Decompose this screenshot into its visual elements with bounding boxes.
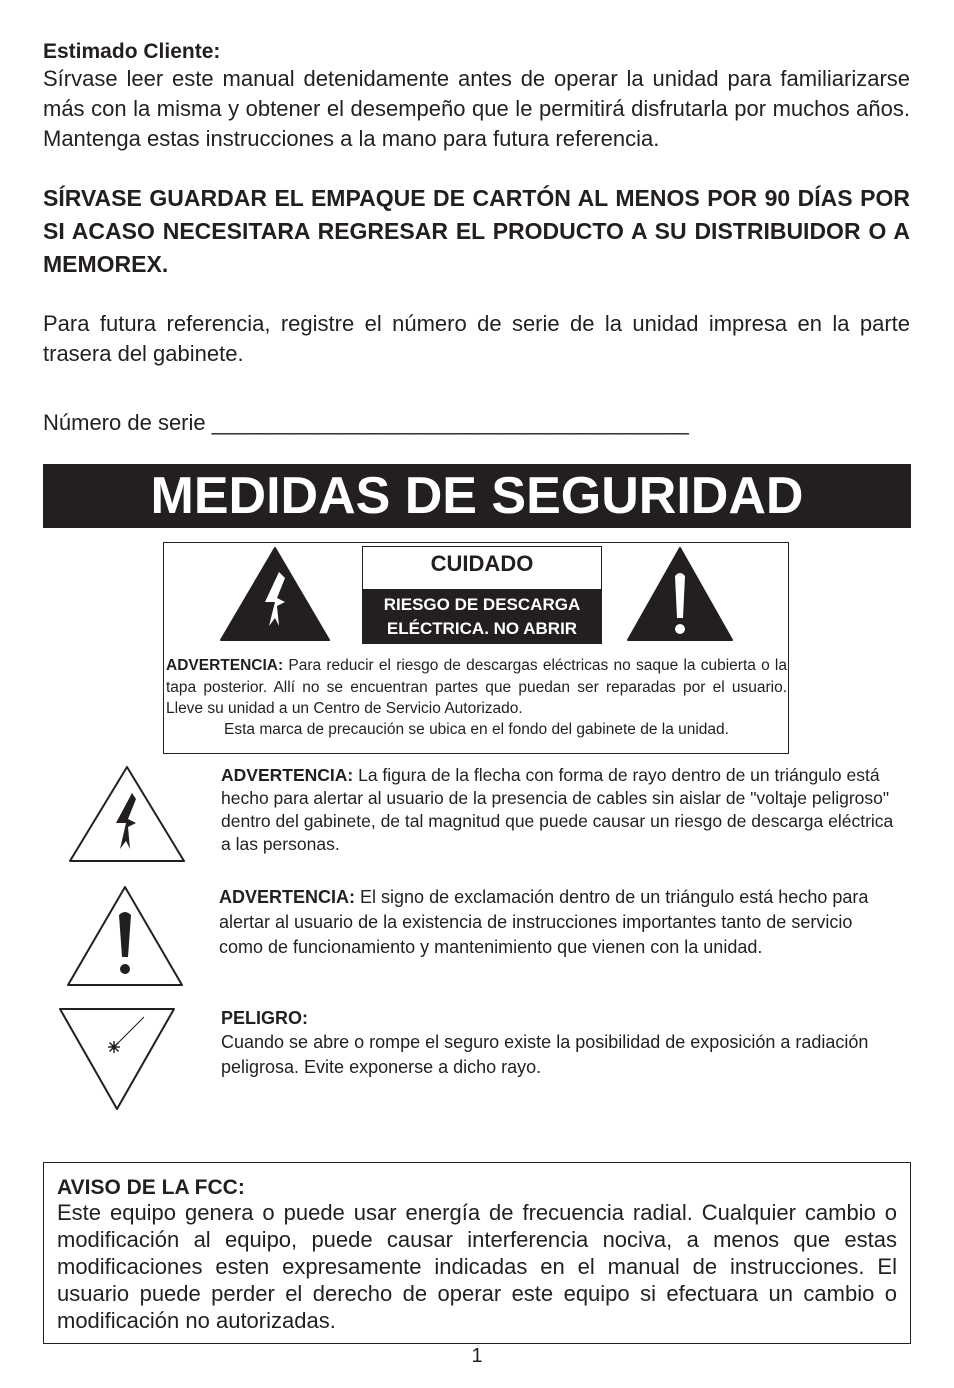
lightning-symbol-icon (68, 765, 186, 863)
lightning-warning-icon (219, 546, 331, 642)
laser-radiation-icon (58, 1007, 176, 1111)
caution-warning-text (166, 655, 787, 720)
intro-paragraph: Sírvase leer este manual detenidamente antes de operar la unidad para familiarizarse más con la misma y obtener el desempeño que le permitirá disfrutarla por muchos años. Mantenga estas instrucciones a la mano para futura referencia. (43, 66, 910, 151)
fcc-notice-title: AVISO DE LA FCC: (57, 1176, 245, 1199)
laser-danger-title: PELIGRO: (221, 1008, 309, 1028)
exclamation-symbol-text (219, 885, 899, 960)
laser-danger-text: Cuando se abre o rompe el seguro existe la posibilidad de exposición a radiación peligrosa. Evite exponerse a dicho rayo. (221, 1032, 869, 1077)
lightning-symbol-body: La figura de la flecha con forma de rayo dentro de un triángulo está hecho para alertar al usuario de la presencia de cables sin aislar de "voltaje peligroso" dentro del gabinete, de tal magnitud que puede causar un riesgo de descarga eléctrica a las personas. (221, 765, 894, 854)
cuidado-label-box (362, 546, 602, 644)
caution-warning-body: Para reducir el riesgo de descargas eléctricas no saque la cubierta o la tapa posterior. Allí no se encuentran partes que puedan ser reparadas por el usuario. Lleve su unidad a un Centro de Servicio Autorizado. (166, 657, 787, 717)
page-number: 1 (471, 1345, 483, 1367)
shock-risk-label (363, 589, 601, 643)
exclamation-warning-icon (626, 546, 734, 642)
greeting: Estimado Cliente: (43, 40, 221, 63)
serial-number-line: Número de serie _______________________________________ (43, 410, 689, 435)
exclamation-symbol-icon (66, 885, 184, 987)
shock-risk-line-2: ELÉCTRICA. NO ABRIR (386, 619, 578, 638)
cuidado-label: CUIDADO (430, 551, 534, 576)
packaging-notice: SÍRVASE GUARDAR EL EMPAQUE DE CARTÓN AL MENOS POR 90 DÍAS POR SI ACASO NECESITARA REGRESAR EL PRODUCTO A SU DISTRIBUIDOR O A MEMOREX. (43, 185, 910, 277)
exclamation-symbol-body: El signo de exclamación dentro de un triángulo está hecho para alertar al usuario de la existencia de instrucciones importantes tanto de servicio como de funcionamiento y mantenimiento que vienen con la unidad. (219, 887, 869, 957)
shock-risk-line-1: RIESGO DE DESCARGA (383, 595, 581, 614)
lightning-symbol-prefix: ADVERTENCIA: (221, 765, 354, 785)
section-title: MEDIDAS DE SEGURIDAD (43, 464, 911, 528)
lightning-symbol-text (221, 764, 906, 856)
serial-reference: Para futura referencia, registre el número de serie de la unidad impresa en la parte trasera del gabinete. (43, 311, 910, 366)
caution-mark-location: Esta marca de precaución se ubica en el fondo del gabinete de la unidad. (224, 721, 729, 738)
caution-warning-prefix: ADVERTENCIA: (166, 657, 284, 674)
fcc-notice-text: Este equipo genera o puede usar energía de frecuencia radial. Cualquier cambio o modificación al equipo, puede causar interferencia nociva, a menos que estas modificaciones esten expresamente indicadas en el manual de instrucciones. El usuario puede perder el derecho de operar este equipo si efectuara un cambio o modificación no autorizadas. (57, 1200, 897, 1333)
exclamation-symbol-prefix: ADVERTENCIA: (219, 887, 356, 907)
